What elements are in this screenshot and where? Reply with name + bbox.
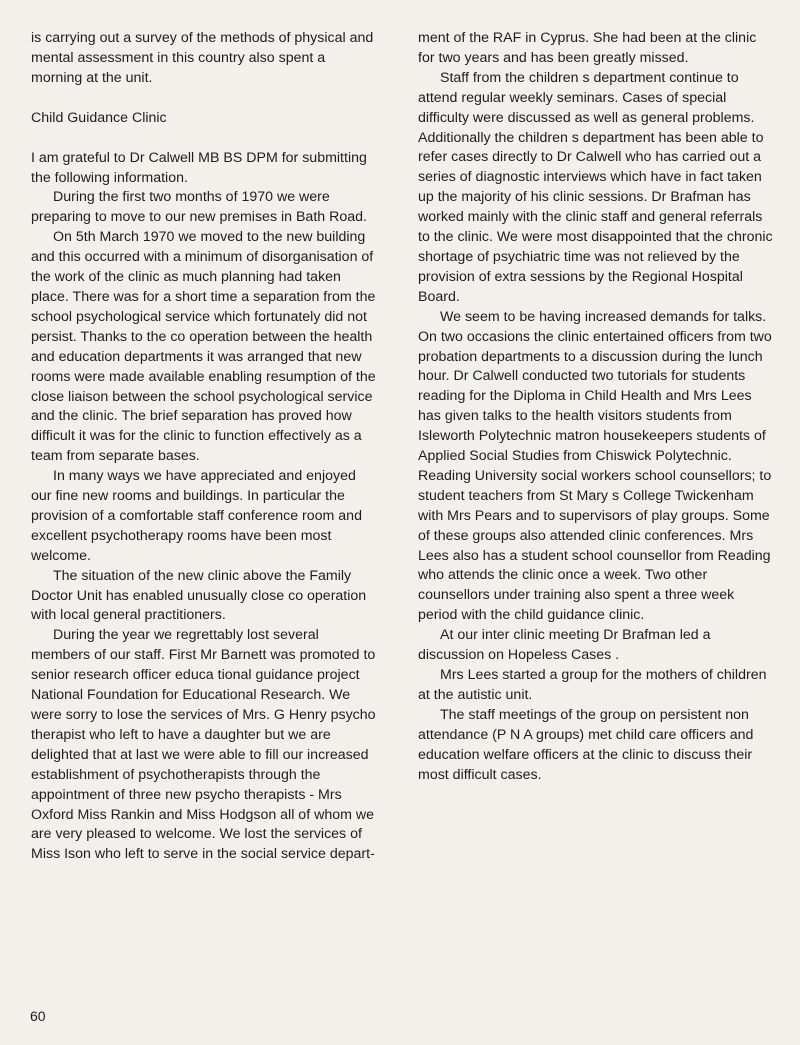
paragraph: During the first two months of 1970 we were preparing to move to our new premises in Bath Road. bbox=[31, 189, 367, 226]
paragraph: is carrying out a survey of the methods of physical and mental assessment in this country also spent a morning at the unit. bbox=[31, 30, 374, 86]
paragraph: During the year we regrettably lost several members of our staff. First Mr Barnett was promoted to senior research officer educa tional guidance project National Foundation for Educational Research. We were sorry to lose the services of Mrs. G Henry psycho therapist who left to have a daughter but we are delighted that at last we were able to fill our increased establishment of psychotherapists through the appointment of three new psycho therapists - Mrs Oxford Miss Rankin and Miss Hodgson all of whom we are very pleased to welcome. We lost the services of Miss Ison who left to serve in the social service depart- bbox=[31, 627, 376, 863]
page-number: 60 bbox=[30, 1008, 46, 1024]
section-heading: Child Guidance Clinic bbox=[31, 109, 167, 126]
paragraph: Mrs Lees started a group for the mothers of children at the autistic unit. bbox=[418, 667, 767, 703]
paragraph: ment of the RAF in Cyprus. She had been at the clinic for two years and has been greatly missed. bbox=[418, 30, 757, 66]
paragraph: We seem to be having increased demands for talks. On two occasions the clinic entertained officers from two probation departments to a discussion during the lunch hour. Dr Calwell conducted two tutorials for students reading for the Diploma in Child Health and Mrs Lees has given talks to the health visitors students from Isleworth Polytechnic matron housekeepers students of Applied Social Studies from Chiswick Polytechnic. Reading University social workers school counsellors; to student teachers from St Mary s College Twickenham with Mrs Pears and to supervisors of play groups. Some of these groups also attended clinic conferences. Mrs Lees also has a student school counsellor from Reading who attends the clinic once a week. Two other counsellors under training also spent a three week period with the child guidance clinic. bbox=[418, 308, 772, 624]
left-column bbox=[31, 29, 376, 865]
right-column bbox=[418, 29, 773, 785]
paragraph: Staff from the children s department continue to attend regular weekly seminars. Cases of special difficulty were discussed as well as general problems. Additionally the children s department has been able to refer cases directly to Dr Calwell who has carried out a series of diagnostic interviews which have in fact taken up the majority of his clinic sessions. Dr Brafman has worked mainly with the clinic staff and general referrals to the clinic. We were most disappointed that the chronic shortage of psychiatric time was not relieved by the provision of extra sessions by the Regional Hospital Board. bbox=[418, 69, 773, 305]
paragraph: The situation of the new clinic above the Family Doctor Unit has enabled unusually close co operation with local general practitioners. bbox=[31, 567, 367, 624]
paragraph: At our inter clinic meeting Dr Brafman led a discussion on Hopeless Cases . bbox=[418, 627, 711, 664]
paragraph: I am grateful to Dr Calwell MB BS DPM for submitting the following information. bbox=[31, 149, 367, 186]
paragraph: In many ways we have appreciated and enjoyed our fine new rooms and buildings. In particular the provision of a comfortable staff conference room and excellent psychotherapy rooms have been most welcome. bbox=[31, 468, 362, 564]
paragraph: The staff meetings of the group on persistent non attendance (P N A groups) met child care officers and education welfare officers at the clinic to discuss their most difficult cases. bbox=[418, 706, 754, 783]
paragraph: On 5th March 1970 we moved to the new building and this occurred with a minimum of disorganisation of the work of the clinic as much planning had taken place. There was for a short time a separation from the school psychological service which fortunately did not persist. Thanks to the co operation between the health and education departments it was arranged that new rooms were made available enabling resumption of the close liaison between the school psychological service and the clinic. The brief separation has proved how difficult it was for the clinic to function effectively as a team from separate bases. bbox=[31, 229, 376, 465]
